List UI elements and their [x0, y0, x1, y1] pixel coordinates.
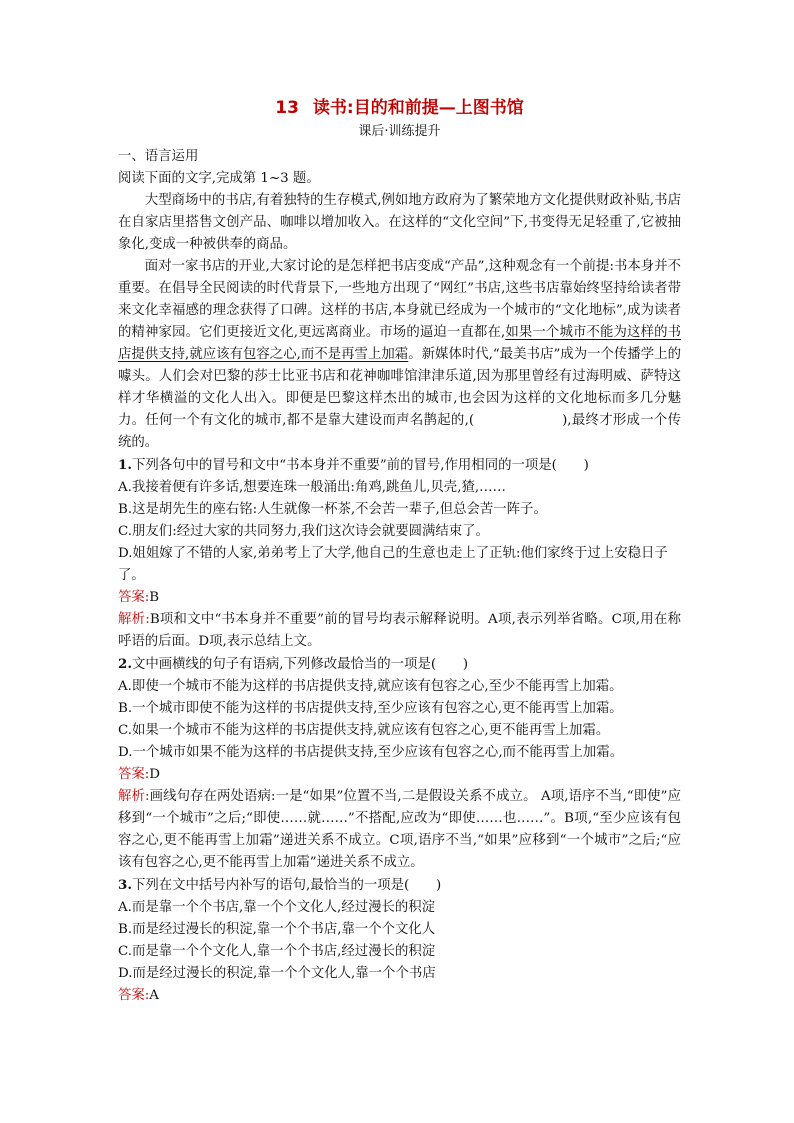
question-2-option-a: A.即使一个城市不能为这样的书店提供支持,就应该有包容之心,至少不能再雪上加霜。	[118, 679, 623, 694]
passage-text: 面对一家书店的开业,大家讨论的是怎样把书店变成“产品”,这种观念有一个前提:书本身并不重要。在倡导全民阅读的时代背景下,一些地方出现了“网红”书店,这些书店靠始终坚持给读者带来文化幸福感的理念获得了口碑。这样的书店,本身就已经成为一个城市的“文化地标”,成为读者的精神家园。它们更接近文化,更远离商业。市场的逼迫一直都在,	[118, 259, 681, 340]
section-heading: 一、语言运用	[118, 149, 199, 164]
question-2-option-c: C.如果一个城市不能为这样的书店提供支持,就应该有包容之心,更不能再雪上加霜。	[118, 723, 610, 738]
passage-text: 。新媒体时代,“最美书店”成为一个传播学上的噱头。人们会对巴黎的莎士比亚书店和花神咖啡馆津津乐道,因为那里曾经有过海明威、萨特这样才华横溢的文化人出入。即便是巴黎这样杰出的城市,也会因为这样的文化地标而多几分魅力。任何一个有文化的城市,都不是靠大建设而声名鹊起的,(	[118, 347, 681, 428]
passage-paragraph-2	[118, 256, 681, 454]
question-1-option-b: B.这是胡先生的座右铭:人生就像一杯茶,不会苦一辈子,但总会苦一阵子。	[118, 502, 547, 517]
analysis-label: 解析:	[118, 612, 150, 627]
question-2-answer	[118, 764, 681, 786]
question-2-analysis	[118, 786, 681, 874]
question-1-answer	[118, 587, 681, 609]
page-subtitle: 课后·训练提升	[358, 124, 441, 139]
passage-text: ),最终才形成一个传统的。	[118, 413, 681, 450]
reading-instruction: 阅读下面的文字,完成第 1~3 题。	[118, 171, 320, 186]
answer-value: A	[149, 988, 159, 1003]
analysis-label: 解析:	[118, 789, 150, 804]
question-2-option-d: D.一个城市如果不能为这样的书店提供支持,至少应该有包容之心,而不能再雪上加霜。	[118, 745, 624, 760]
question-2-stem: 2.文中画横线的句子有语病,下列修改最恰当的一项是( )	[118, 656, 469, 672]
lesson-number: 13	[275, 98, 299, 118]
answer-label: 答案:	[118, 590, 150, 605]
question-2-option-b: B.一个城市即使不能为这样的书店提供支持,至少应该有包容之心,更不能再雪上加霜。	[118, 701, 623, 716]
page-title	[118, 96, 681, 120]
worksheet-page	[118, 96, 681, 1007]
question-3-option-c: C.而是靠一个个文化人,靠一个个书店,经过漫长的积淀	[118, 944, 436, 959]
question-3-option-a: A.而是靠一个个书店,靠一个个文化人,经过漫长的积淀	[118, 900, 436, 915]
answer-value: B	[149, 590, 160, 605]
question-1-option-c: C.朋友们:经过大家的共同努力,我们这次诗会就要圆满结束了。	[118, 524, 489, 539]
question-1-option-d: D.姐姐嫁了不错的人家,弟弟考上了大学,他自己的生意也走上了正轨:他们家终于过上安稳日子了。	[118, 546, 668, 583]
question-1-analysis	[118, 609, 681, 653]
question-3-answer	[118, 985, 681, 1007]
analysis-text: B项和文中“书本身并不重要”前的冒号均表示解释说明。A项,表示列举省略。C项,用在称呼语的后面。D项,表示总结上文。	[118, 612, 681, 649]
question-3-stem: 3.下列在文中括号内补写的语句,最恰当的一项是( )	[118, 877, 442, 893]
question-1-option-a: A.我接着便有许多话,想要连珠一般涌出:角鸡,跳鱼儿,贝壳,猹,……	[118, 480, 506, 495]
answer-value: D	[149, 767, 161, 782]
passage-paragraph-1: 大型商场中的书店,有着独特的生存模式,例如地方政府为了繁荣地方文化提供财政补贴,书店在自家店里搭售文创产品、咖啡以增加收入。在这样的“文化空间”下,书变得无足轻重了,它被抽象化,变成一种被供奉的商品。	[118, 193, 681, 252]
answer-label: 答案:	[118, 988, 150, 1003]
analysis-text: 画线句存在两处语病:一是“如果”位置不当,二是假设关系不成立。 A项,语序不当,“即使”应移到“一个城市”之后;“即使……就……”不搭配,应改为“即使……也……”。B项,“至少应该有包容之心,更不能再雪上加霜”递进关系不成立。C项,语序不当,“如果”应移到“一个城市”之后;“应该有包容之心,更不能再雪上加霜”递进关系不成立。	[118, 789, 682, 870]
lesson-title: 读书:目的和前提—上图书馆	[312, 98, 524, 118]
answer-label: 答案:	[118, 767, 150, 782]
question-3-option-d: D.而是经过漫长的积淀,靠一个个文化人,靠一个个书店	[118, 966, 436, 981]
question-3-option-b: B.而是经过漫长的积淀,靠一个个书店,靠一个个文化人	[118, 922, 436, 937]
question-1-stem: 1.下列各句中的冒号和文中“书本身并不重要”前的冒号,作用相同的一项是( )	[118, 457, 589, 473]
underlined-sentence: 如果一个城市不能为这样的书店提供支持,就应该有包容之心,而不是再雪上加霜	[118, 325, 682, 362]
